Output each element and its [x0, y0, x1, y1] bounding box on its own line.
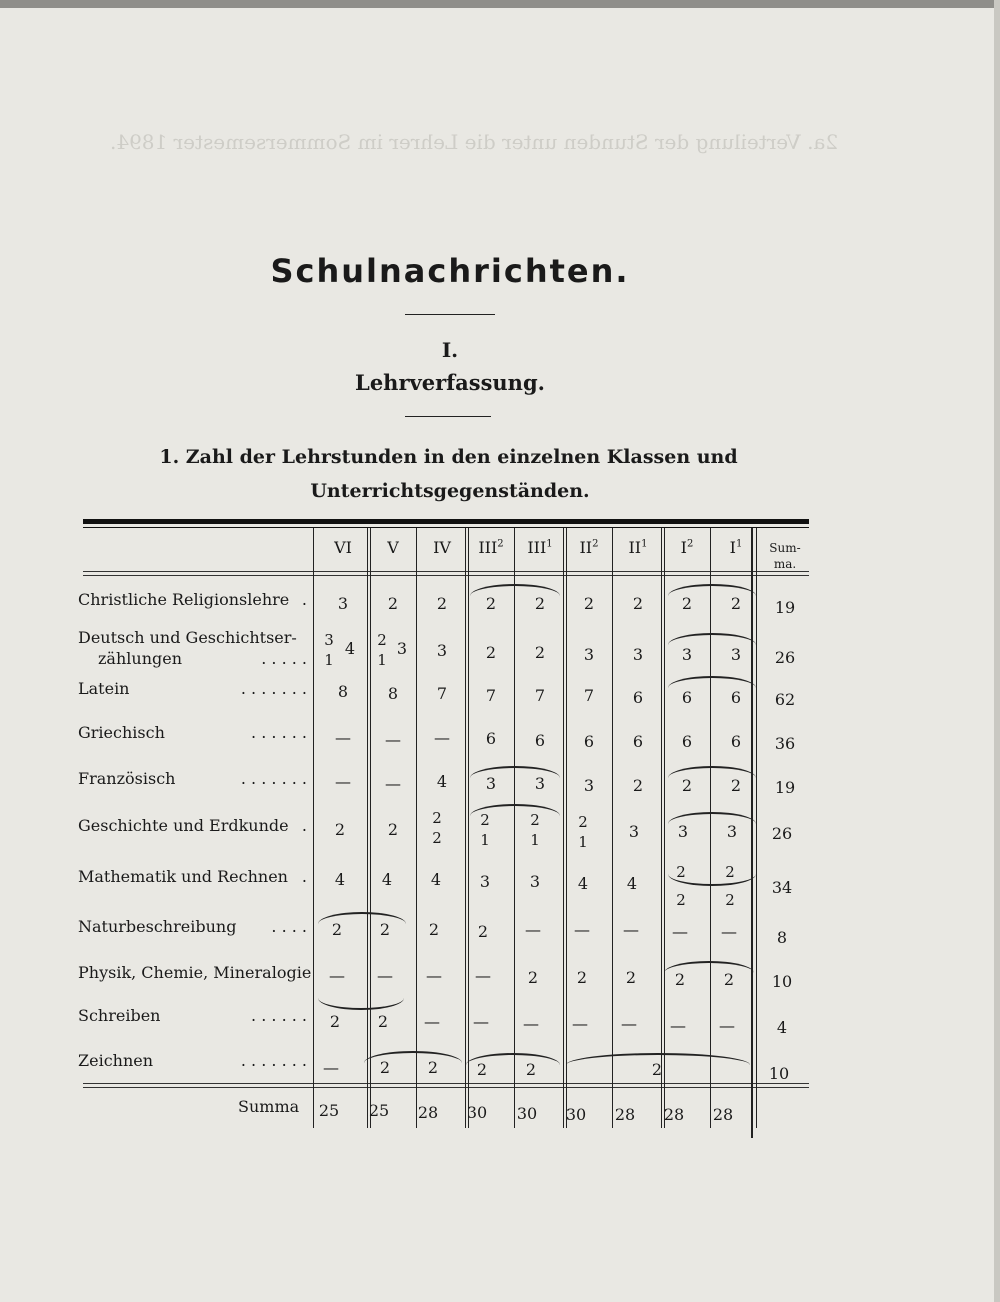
table-cell: 6: [632, 688, 644, 707]
table-cell: 2: [329, 1012, 341, 1031]
combine-brace: [566, 1053, 750, 1065]
split-value-upper: 2: [530, 811, 540, 829]
row-label-naturbeschreibung: [78, 917, 313, 936]
combine-brace: [668, 584, 756, 596]
table-cell: —: [434, 728, 450, 747]
table-cell: 3: [479, 872, 491, 891]
table-cell: 3: [628, 822, 640, 841]
table-cell: —: [670, 1016, 686, 1035]
table-cell: 3: [726, 822, 738, 841]
row-sum: 26: [774, 648, 796, 667]
table-cell: 6: [583, 732, 595, 751]
combine-brace: [668, 633, 756, 645]
table-cell: —: [473, 1012, 489, 1031]
row-label-text-line1: Deutsch und Geschichtser-: [78, 628, 297, 647]
table-cell: 7: [583, 686, 595, 705]
combine-brace: [470, 804, 560, 816]
table-cell: 2: [379, 1058, 391, 1077]
table-cell-split: [558, 812, 608, 852]
table-cell: 2: [476, 1060, 488, 1079]
table-cell: —: [424, 1012, 440, 1031]
col-line-0: [313, 528, 314, 1128]
table-cell: 2: [576, 968, 588, 987]
row-label-text: Französisch: [78, 769, 176, 788]
row-label-latein: [78, 679, 313, 698]
total-cell: 25: [368, 1101, 390, 1120]
table-cell-split: [510, 810, 560, 850]
table-cell: 2: [681, 776, 693, 795]
row-label-physik: [78, 963, 313, 982]
combine-brace: [470, 584, 560, 596]
table-cell: 8: [337, 682, 349, 701]
row-dots: . . . . . .: [251, 723, 307, 742]
split-value-lower: 1: [480, 831, 490, 849]
table-cell: 3: [632, 645, 644, 664]
total-cell: 30: [516, 1104, 538, 1123]
row-dots: . . . .: [271, 917, 307, 936]
combine-brace: [318, 912, 406, 924]
footer-rule-1: [83, 1083, 809, 1084]
col-header-ii2-base: II: [579, 538, 593, 557]
col-header-ii1-base: II: [628, 538, 642, 557]
row-dots: . . . . . . .: [240, 1051, 307, 1070]
table-cell-total: 4: [344, 639, 356, 658]
row-label-text: Schreiben: [78, 1006, 161, 1025]
table-top-thick-rule: [83, 519, 809, 524]
total-cell: 28: [614, 1105, 636, 1124]
combine-brace: [668, 676, 756, 688]
section-number: I.: [441, 338, 459, 362]
total-cell: 25: [318, 1101, 340, 1120]
table-cell: 2: [534, 643, 546, 662]
table-cell: 2: [534, 594, 546, 613]
page-top-edge: [0, 0, 1000, 8]
row-label-text: Naturbeschreibung: [78, 917, 237, 936]
row-dots: . . . . . . .: [240, 679, 307, 698]
col-header-ii1-sup: 1: [641, 538, 648, 550]
table-cell: 4: [430, 870, 442, 889]
table-cell: 3: [583, 776, 595, 795]
table-cell-split: [412, 808, 462, 848]
row-label-text: Latein: [78, 679, 130, 698]
col-header-iii2-base: III: [478, 538, 498, 557]
table-cell-split: [460, 810, 510, 850]
table-cell: —: [623, 920, 639, 939]
table-cell: 6: [534, 731, 546, 750]
table-cell: 2: [485, 594, 497, 613]
table-cell: 3: [730, 645, 742, 664]
table-top-thin-rule: [83, 527, 809, 528]
row-label-text-line2: zählungen: [98, 649, 183, 668]
split-value-lower: 2: [725, 891, 735, 909]
table-cell: —: [574, 920, 590, 939]
bleed-through-heading: 2a. Verteilung der Stunden unter die Lehrer im Sommersemester 1894.: [110, 130, 839, 154]
table-cell: 3: [529, 872, 541, 891]
row-sum: 34: [771, 878, 793, 897]
col-header-summa-line1: Sum-: [769, 541, 801, 555]
split-value-upper: 2: [725, 863, 735, 881]
table-cell: 3: [677, 822, 689, 841]
combine-brace: [470, 766, 560, 778]
table-cell: 4: [334, 870, 346, 889]
table-cell: —: [719, 1016, 735, 1035]
row-sum: 19: [774, 778, 796, 797]
table-cell: —: [335, 772, 351, 791]
col-header-v: V: [387, 538, 399, 557]
table-cell: —: [377, 966, 393, 985]
col-header-iii1-base: III: [527, 538, 547, 557]
table-cell: 3: [583, 645, 595, 664]
table-cell-split: [705, 858, 755, 914]
table-cell: 2: [625, 968, 637, 987]
col-header-ii2: [564, 538, 614, 557]
table-cell: 2: [583, 594, 595, 613]
table-cell: 2: [387, 820, 399, 839]
row-dots: .: [301, 590, 307, 609]
split-value-lower: 2: [432, 829, 442, 847]
table-cell: 2: [525, 1060, 537, 1079]
table-cell: 4: [381, 870, 393, 889]
row-label-text: Geschichte und Erdkunde: [78, 816, 289, 835]
combine-brace: [664, 961, 754, 973]
table-cell: 3: [681, 645, 693, 664]
table-cell: 2: [377, 1012, 389, 1031]
split-value-upper: 2: [676, 863, 686, 881]
total-cell: 28: [663, 1105, 685, 1124]
table-cell: —: [323, 1058, 339, 1077]
table-cell: 3: [337, 594, 349, 613]
row-sum: 10: [771, 972, 793, 991]
summa-label: Summa: [238, 1097, 300, 1116]
col-header-i1-base: I: [729, 538, 736, 557]
table-cell: 2: [723, 970, 735, 989]
row-label-text: Mathematik und Rechnen: [78, 867, 288, 886]
row-dots: . . . . . . .: [240, 769, 307, 788]
col-header-i1-sup: 1: [735, 538, 743, 550]
section-title: Lehrverfassung.: [355, 370, 545, 395]
table-cell: 8: [387, 684, 399, 703]
header-rule-2: [83, 575, 809, 576]
table-cell: 6: [730, 688, 742, 707]
page-title: Schulnachrichten.: [270, 252, 630, 290]
table-cell: —: [385, 730, 401, 749]
split-value-upper: 2: [480, 811, 490, 829]
row-sum: 26: [771, 824, 793, 843]
split-value-upper: 3: [324, 631, 334, 649]
row-label-text: Physik, Chemie, Mineralogie: [78, 963, 312, 982]
row-dots: . . . . .: [261, 649, 307, 668]
table-cell: 2: [632, 594, 644, 613]
row-label-zeichnen: [78, 1051, 313, 1070]
table-cell: 2: [387, 594, 399, 613]
split-value-lower: 2: [676, 891, 686, 909]
table-cell-split: [656, 858, 706, 914]
col-header-i1: [711, 538, 761, 557]
row-sum: 8: [776, 928, 788, 947]
combine-brace: [466, 1053, 560, 1065]
table-cell: 3: [436, 641, 448, 660]
table-cell-total: 3: [396, 639, 408, 658]
col-header-iii1: [515, 538, 565, 557]
table-cell: 2: [379, 920, 391, 939]
table-cell: —: [523, 1014, 539, 1033]
col-header-iii2-sup: 2: [497, 538, 504, 550]
table-cell: —: [329, 966, 345, 985]
row-dots: . . . . . .: [251, 1006, 307, 1025]
table-cell: 6: [632, 732, 644, 751]
split-value-upper: 2: [578, 813, 588, 831]
section-rule: [405, 416, 491, 417]
row-dots: .: [301, 867, 307, 886]
table-cell: 6: [681, 688, 693, 707]
table-cell: —: [572, 1014, 588, 1033]
table-cell: 6: [730, 732, 742, 751]
table-cell: 2: [681, 594, 693, 613]
combine-brace: [668, 812, 756, 824]
col-header-ii2-sup: 2: [592, 538, 599, 550]
table-cell: 2: [436, 594, 448, 613]
table-cell: 4: [577, 874, 589, 893]
col-header-iv: IV: [433, 538, 451, 557]
split-value-lower: 1: [324, 651, 334, 669]
table-cell: 3: [485, 774, 497, 793]
col-header-summa-line2: ma.: [773, 557, 797, 571]
table-cell: 2: [527, 968, 539, 987]
row-label-deutsch: [78, 627, 313, 669]
row-label-schreiben: [78, 1006, 313, 1025]
table-cell-split: [318, 630, 340, 670]
footer-rule-2: [83, 1087, 809, 1088]
table-cell: —: [672, 922, 688, 941]
table-cell: 2: [674, 970, 686, 989]
combine-brace: [318, 998, 404, 1010]
total-cell: 28: [712, 1105, 734, 1124]
table-cell: 2: [331, 920, 343, 939]
col-header-i2-base: I: [680, 538, 687, 557]
row-label-text: Christliche Religionslehre: [78, 590, 290, 609]
row-label-franzoesisch: [78, 769, 313, 788]
split-value-upper: 2: [432, 809, 442, 827]
split-value-upper: 2: [377, 631, 387, 649]
table-cell: —: [525, 920, 541, 939]
row-dots: .: [301, 816, 307, 835]
total-cell: 30: [565, 1105, 587, 1124]
table-subtitle: [0, 440, 900, 508]
subtitle-line-1: 1. Zahl der Lehrstunden in den einzelnen Klassen und: [159, 446, 738, 468]
table-cell: 2: [730, 594, 742, 613]
col-header-i2-sup: 2: [686, 538, 694, 550]
table-cell: 7: [534, 686, 546, 705]
split-value-lower: 1: [377, 651, 387, 669]
title-rule: [405, 314, 495, 315]
row-sum: 19: [774, 598, 796, 617]
table-cell: 2: [334, 820, 346, 839]
row-label-text: Griechisch: [78, 723, 165, 742]
table-cell: —: [385, 774, 401, 793]
row-label-religion: [78, 590, 313, 609]
row-sum: 4: [776, 1018, 788, 1037]
table-cell: 3: [534, 774, 546, 793]
col-header-summa: [760, 540, 810, 572]
table-cell: —: [721, 922, 737, 941]
row-sum: 62: [774, 690, 796, 709]
table-cell: 7: [436, 684, 448, 703]
table-cell: 2: [427, 1058, 439, 1077]
col-header-iii1-sup: 1: [546, 538, 553, 550]
table-cell: —: [426, 966, 442, 985]
col-header-vi: VI: [334, 538, 352, 557]
row-sum: 10: [768, 1064, 790, 1083]
table-cell: 6: [681, 732, 693, 751]
total-cell: 30: [466, 1103, 488, 1122]
table-cell: 2: [632, 776, 644, 795]
table-cell: 4: [626, 874, 638, 893]
table-cell: —: [335, 728, 351, 747]
table-cell: 4: [436, 772, 448, 791]
total-cell: 28: [417, 1103, 439, 1122]
header-rule-1: [83, 571, 809, 572]
combine-brace: [668, 766, 756, 778]
col-header-ii1: [613, 538, 663, 557]
row-label-mathematik: [78, 867, 313, 886]
table-cell: 7: [485, 686, 497, 705]
table-cell: 2: [730, 776, 742, 795]
row-sum: 36: [774, 734, 796, 753]
table-cell: 2: [485, 643, 497, 662]
table-cell: 2: [477, 922, 489, 941]
page-right-edge: [994, 0, 1000, 1302]
col-header-i2: [662, 538, 712, 557]
table-cell: —: [475, 966, 491, 985]
row-label-text: Zeichnen: [78, 1051, 154, 1070]
col-header-iii2: [466, 538, 516, 557]
table-cell-combined: 2: [651, 1060, 663, 1079]
row-label-griechisch: [78, 723, 313, 742]
table-cell: —: [621, 1014, 637, 1033]
table-cell: 6: [485, 729, 497, 748]
combine-brace: [364, 1051, 462, 1063]
row-label-geschichte: [78, 816, 313, 835]
split-value-lower: 1: [578, 833, 588, 851]
table-cell: 2: [428, 920, 440, 939]
split-value-lower: 1: [530, 831, 540, 849]
subtitle-line-2: Unterrichtsgegenständen.: [310, 480, 590, 502]
